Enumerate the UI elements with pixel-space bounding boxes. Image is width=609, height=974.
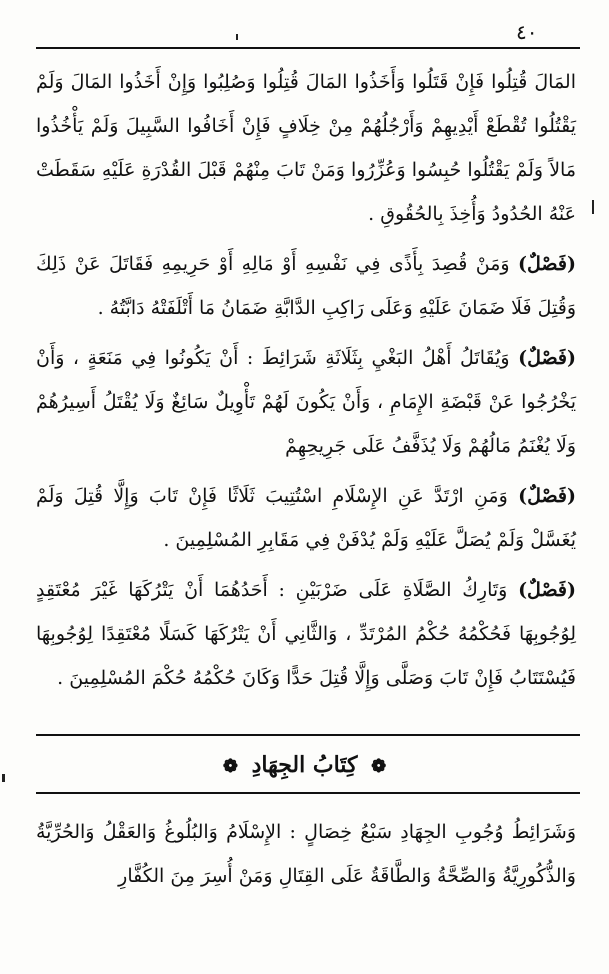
margin-mark <box>592 200 594 214</box>
paragraph-3 <box>36 336 576 468</box>
paragraph-5 <box>36 568 576 700</box>
section-marker: (فَصْلٌ) <box>518 485 577 507</box>
section-1 <box>36 60 576 700</box>
paragraph-4-text: وَمَنِ ارْتَدَّ عَنِ الإِسْلَامِ اسْتُتِيبَ ثَلَاثًا فَإِنْ تَابَ وَإِلَّا قُتِلَ وَلَمْ يُغَسَّلْ وَلَمْ يُصَلَّ عَلَيْهِ وَلَمْ يُدْفَنْ فِي مَقَابِرِ المُسْلِمِينَ . <box>36 485 576 551</box>
section-2 <box>36 810 576 898</box>
section-marker: (فَصْلٌ) <box>518 579 576 601</box>
section-marker: (فَصْلٌ) <box>518 253 576 275</box>
page-number: ٤٠ <box>516 20 538 44</box>
paragraph-6-text: وَشَرَائِطُ وُجُوبِ الجِهَادِ سَبْعُ خِصَالٍ : الإِسْلَامُ وَالبُلُوغُ وَالعَقْلُ وَالحُرِّيَّةُ وَالذُّكُورِيَّةُ وَالصِّحَّةُ وَالطَّاقَةُ عَلَى القِتَالِ وَمَنْ أُسِرَ مِنَ الكُفَّارِ <box>36 821 576 887</box>
paragraph-2-text: وَمَنْ قُصِدَ بِأَذًى فِي نَفْسِهِ أَوْ مَالِهِ أَوْ حَرِيمِهِ فَقَاتَلَ عَنْ ذَلِكَ وَقُتِلَ فَلَا ضَمَانَ عَلَيْهِ وَعَلَى رَاكِبِ الدَّابَّةِ ضَمَانُ مَا أَتْلَفَتْهُ دَابَّتُهُ . <box>36 253 576 319</box>
paragraph-1 <box>36 60 576 236</box>
top-rule <box>36 47 580 49</box>
section-marker: (فَصْلٌ) <box>518 347 577 369</box>
ornament-icon: ❁ <box>371 756 387 777</box>
margin-mark <box>2 774 5 782</box>
paragraph-2 <box>36 242 576 330</box>
paragraph-4 <box>36 474 576 562</box>
scan-mark <box>236 34 238 40</box>
paragraph-1-text: المَالَ قُتِلُوا فَإِنْ قَتَلُوا وَأَخَذُوا المَالَ قُتِلُوا وَصُلِبُوا وَإِنْ أَخَذُوا المَالَ وَلَمْ يَقْتُلُوا تُقْطَعْ أَيْدِيهِمْ وَأَرْجُلُهُمْ مِنْ خِلَافٍ فَإِنْ أَخَافُوا السَّبِيلَ وَلَمْ يَأْخُذُوا مَالاً وَلَمْ يَقْتُلُوا حُبِسُوا وَعُزِّرُوا وَمَنْ تَابَ مِنْهُمْ قَبْلَ القُدْرَةِ عَلَيْهِ سَقَطَتْ عَنْهُ الحُدُودُ وَأُخِذَ بِالحُقُوقِ . <box>36 71 576 225</box>
paragraph-5-text: وَتَارِكُ الصَّلَاةِ عَلَى ضَرْبَيْنِ : أَحَدُهُمَا أَنْ يَتْرُكَهَا غَيْرَ مُعْتَقِدٍ لِوُجُوبِهَا فَحُكْمُهُ حُكْمُ المُرْتَدِّ ، وَالثَّانِي أَنْ يَتْرُكَهَا كَسَلًا مُعْتَقِدًا لِوُجُوبِهَا فَيُسْتَتَابُ فَإِنْ تَابَ وَصَلَّى وَإِلَّا قُتِلَ حَدًّا وَكَانَ حُكْمُهُ حُكْمَ المُسْلِمِينَ . <box>36 579 576 689</box>
chapter-top-rule <box>36 734 580 736</box>
paragraph-6 <box>36 810 576 898</box>
ornament-icon: ❁ <box>222 756 238 777</box>
chapter-title: كِتَابُ الجِهَادِ <box>251 752 358 778</box>
chapter-heading <box>0 748 609 784</box>
chapter-bottom-rule <box>36 792 580 794</box>
paragraph-3-text: وَيُقَاتَلُ أَهْلُ البَغْيِ بِثَلَاثَةِ شَرَائِطَ : أَنْ يَكُونُوا فِي مَنَعَةٍ ، وَأَنْ يَخْرُجُوا عَنْ قَبْضَةِ الإِمَامِ ، وَأَنْ يَكُونَ لَهُمْ تَأْوِيلٌ سَائِغٌ وَلَا يُقْتَلُ أَسِيرُهُمْ وَلَا يُغْنَمُ مَالُهُمْ وَلَا يُذَفَّفُ عَلَى جَرِيحِهِمْ <box>36 347 576 457</box>
